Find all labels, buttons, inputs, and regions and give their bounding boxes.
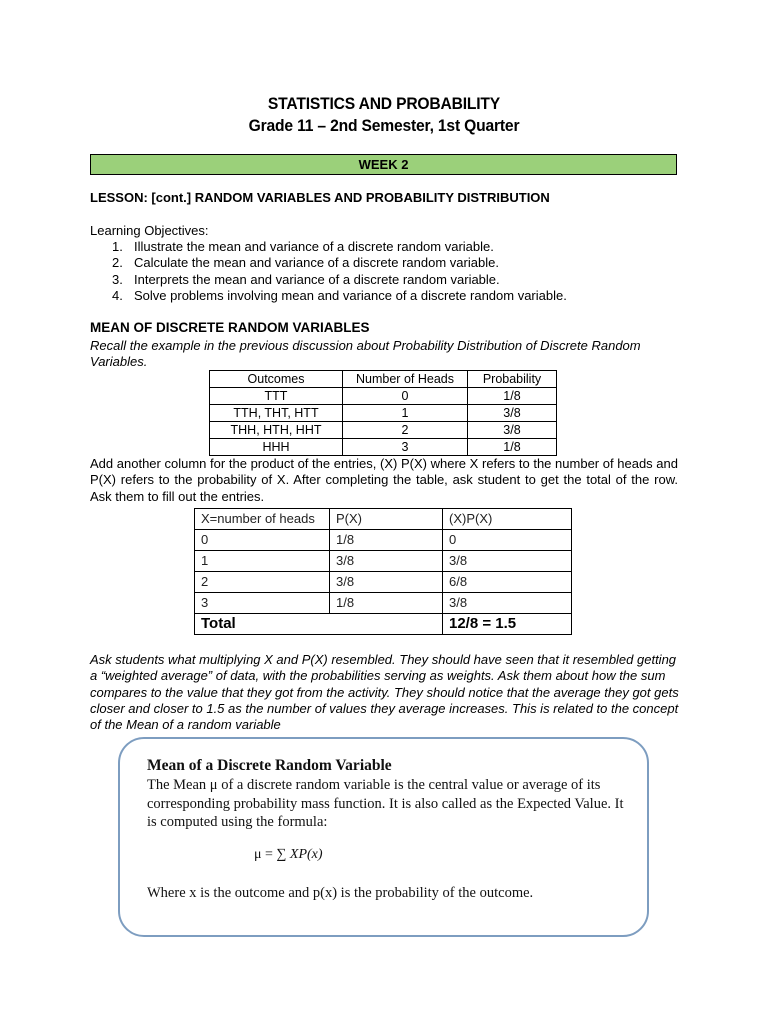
column-header: X=number of heads xyxy=(195,509,330,530)
definition-body: The Mean μ of a discrete random variable is the central value or average of its corresponding probability mass function. It is also called as the Expected Value. It is computed using the formula: xyxy=(147,777,624,830)
product-table xyxy=(194,508,572,635)
table-cell: TTT xyxy=(210,388,343,405)
add-column-instructions: Add another column for the product of the entries, (X) P(X) where X refers to the number of heads and P(X) refers to the probability of X. After completing the table, ask student to get the total of the row. Ask them to fill out the entries. xyxy=(90,456,678,504)
recall-text: Recall the example in the previous discussion about Probability Distribution of Discrete Random Variables. xyxy=(90,338,641,370)
table-row xyxy=(210,405,557,422)
document-subtitle: Grade 11 – 2nd Semester, 1st Quarter xyxy=(248,116,520,135)
definition-title: Mean of a Discrete Random Variable xyxy=(147,757,392,774)
formula-lhs: μ = ∑ xyxy=(254,847,287,862)
formula-rhs: XP(x) xyxy=(289,847,323,862)
table-cell: 3 xyxy=(343,439,468,456)
column-header: Number of Heads xyxy=(343,371,468,388)
table-cell: THH, HTH, HHT xyxy=(210,422,343,439)
mean-formula xyxy=(254,847,323,863)
table-row xyxy=(210,388,557,405)
table-row xyxy=(195,530,572,551)
week-banner: WEEK 2 xyxy=(90,154,677,175)
objective-item: 1. Illustrate the mean and variance of a discrete random variable. xyxy=(112,239,494,254)
table-cell: TTH, THT, HTT xyxy=(210,405,343,422)
discussion-text: Ask students what multiplying X and P(X) resembled. They should have seen that it resembled getting a “weighted average” of data, with the probabilities serving as weights. Ask them about how the sum compares to the value that they got from the activity. They should notice that the average they got gets closer and closer to 1.5 as the number of values they average increases. This is related to the concept of the Mean of a random variable xyxy=(90,652,679,733)
table-cell: 3/8 xyxy=(330,572,443,593)
table-cell: 2 xyxy=(343,422,468,439)
table-row xyxy=(195,593,572,614)
column-header: Outcomes xyxy=(210,371,343,388)
table-row xyxy=(195,551,572,572)
table-cell: 3/8 xyxy=(468,422,557,439)
column-header: (X)P(X) xyxy=(443,509,572,530)
lesson-heading: LESSON: [cont.] RANDOM VARIABLES AND PROBABILITY DISTRIBUTION xyxy=(90,190,550,205)
table-cell: 3/8 xyxy=(468,405,557,422)
table-cell: 3/8 xyxy=(443,551,572,572)
table-cell: 3/8 xyxy=(330,551,443,572)
table-row xyxy=(210,439,557,456)
total-label: Total xyxy=(195,614,330,635)
table-row xyxy=(210,422,557,439)
table-header-row xyxy=(195,509,572,530)
total-value: 12/8 = 1.5 xyxy=(443,614,572,635)
table-row xyxy=(195,572,572,593)
column-header: Probability xyxy=(468,371,557,388)
total-row xyxy=(195,614,572,635)
table-cell: 1 xyxy=(343,405,468,422)
table-cell: HHH xyxy=(210,439,343,456)
table-cell: 1/8 xyxy=(468,439,557,456)
objectives-heading: Learning Objectives: xyxy=(90,223,209,238)
objective-item: 4. Solve problems involving mean and variance of a discrete random variable. xyxy=(112,287,567,303)
table-cell: 1/8 xyxy=(468,388,557,405)
column-header: P(X) xyxy=(330,509,443,530)
table-header-row xyxy=(210,371,557,388)
table-cell: 6/8 xyxy=(443,572,572,593)
table-cell-empty xyxy=(330,614,443,635)
table-cell: 2 xyxy=(195,572,330,593)
table-cell: 0 xyxy=(343,388,468,405)
objective-item: 3. Interprets the mean and variance of a discrete random variable. xyxy=(112,271,500,287)
table-cell: 3/8 xyxy=(443,593,572,614)
table-cell: 1 xyxy=(195,551,330,572)
objective-item: 2. Calculate the mean and variance of a discrete random variable. xyxy=(112,255,499,271)
table-cell: 3 xyxy=(195,593,330,614)
objectives-list xyxy=(112,239,567,304)
table-cell: 1/8 xyxy=(330,530,443,551)
document-title: STATISTICS AND PROBABILITY xyxy=(267,94,501,113)
definition-box xyxy=(118,737,649,937)
definition-where: Where x is the outcome and p(x) is the probability of the outcome. xyxy=(147,885,534,901)
table-cell: 0 xyxy=(443,530,572,551)
table-cell: 1/8 xyxy=(330,593,443,614)
section-heading: MEAN OF DISCRETE RANDOM VARIABLES xyxy=(90,320,370,335)
table-cell: 0 xyxy=(195,530,330,551)
outcomes-table xyxy=(209,370,557,456)
